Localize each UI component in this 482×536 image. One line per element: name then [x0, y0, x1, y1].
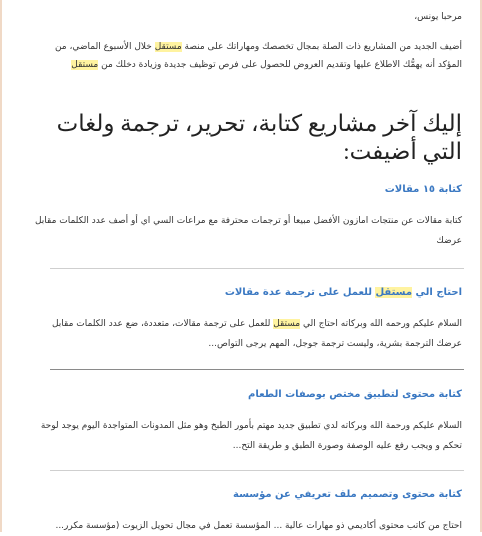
job-item [32, 488, 462, 536]
brand-highlight: مستقل [71, 60, 99, 70]
job-title-link[interactable]: كتابة محتوى لتطبيق مختص بوصفات الطعام [247, 389, 462, 400]
job-separator [50, 268, 464, 269]
job-title-link[interactable]: كتابة محتوى وتصميم ملف تعريفي عن مؤسسة [233, 489, 462, 500]
job-item [32, 183, 462, 251]
intro-paragraph [32, 38, 462, 74]
job-title-text: للعمل على ترجمة عدة مقالات [224, 287, 372, 298]
job-separator [50, 470, 464, 471]
intro-text-1: أضيف الجديد من المشاريع ذات الصلة بمجال تخصصك ومهاراتك على منصة [184, 42, 462, 52]
section-headline: إليك آخر مشاريع كتابة، تحرير، ترجمة ولغات التي أضيفت: [56, 111, 462, 164]
job-description: السلام عليكم ورحمة الله وبركاته لدي تطبيق جديد مهتم بأمور الطبخ وهو مثل المدونات المتواجدة اليوم يوجد لوحة تحكم و ويجب رفع عليه الوصفة وصورة الطبق و طريقة التح... [40, 421, 462, 451]
job-title-link[interactable]: كتابة ١٥ مقالات [384, 184, 462, 195]
job-item [32, 286, 462, 354]
job-description: كتابة مقالات عن منتجات امازون الأفضل مبيعا أو ترجمات محترفة مع مراعات السي اي أو أصف عدد الكلمات مقابل عرضك [34, 216, 462, 246]
brand-highlight: مستقل [375, 287, 413, 298]
job-title-text: احتاج الي [415, 287, 462, 298]
job-item [32, 388, 462, 456]
job-description-text: السلام عليكم ورحمه الله وبركاته احتاج الي [303, 319, 462, 329]
brand-highlight: مستقل [273, 319, 301, 329]
left-frame-border [0, 0, 2, 532]
intro-text-3: من المؤكد أنه يهمُّك الاطلاع عليها وتقديم العروض للحصول على فرص توظيف جديدة وزيادة دخلك من [54, 42, 462, 70]
job-description-text: للعمل على ترجمة مقالات، متعددة، ضع عدد الكلمات مقابل عرضك الترجمة بشرية، وليست ترجمة جوجل، المهم يرجى التواص... [51, 319, 462, 349]
job-description [32, 314, 462, 354]
job-separator [50, 369, 464, 370]
greeting: مرحبا يونس، [414, 12, 462, 22]
job-description: احتاج من كاتب محتوى أكاديمي ذو مهارات عالية ... المؤسسة تعمل في مجال تحويل الزيوت (مؤسسة مكرر... [55, 521, 462, 531]
intro-text-2: خلال الأسبوع الماضي، [69, 42, 152, 52]
job-title-link[interactable] [32, 286, 462, 300]
brand-highlight: مستقل [154, 42, 182, 52]
